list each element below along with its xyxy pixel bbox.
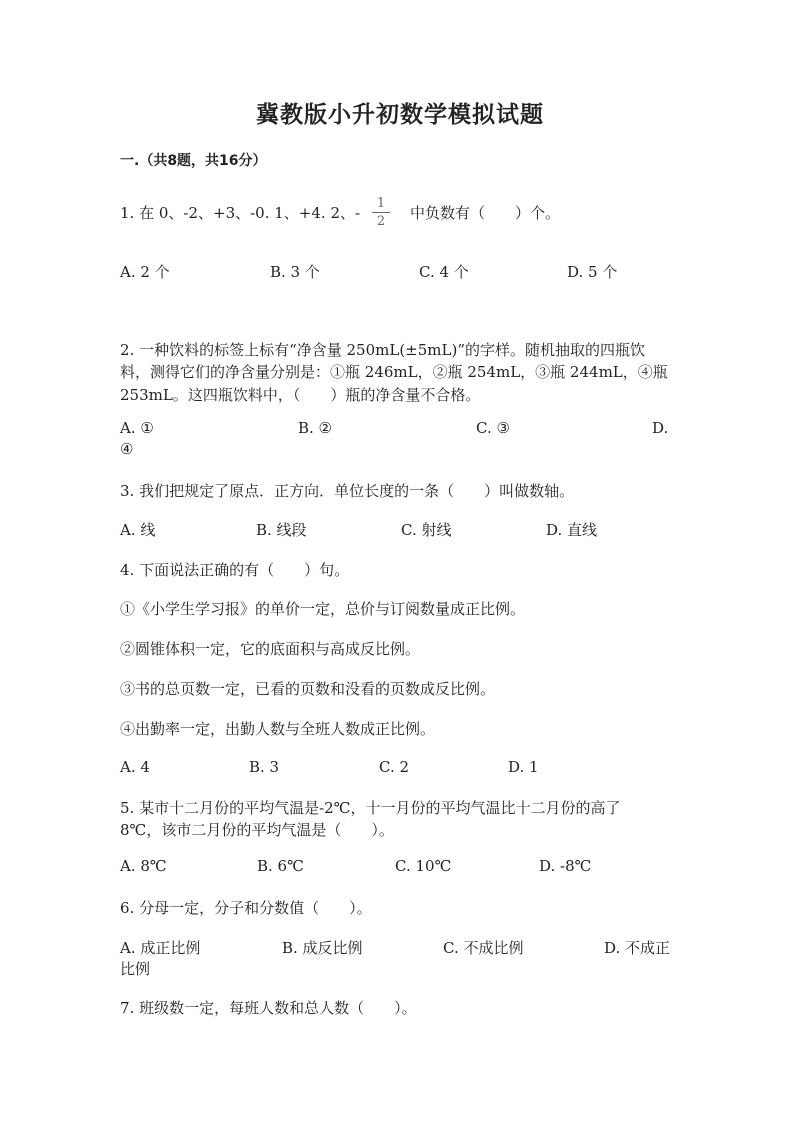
question-4-statement-4: ④出勤率一定，出勤人数与全班人数成正比例。 — [120, 720, 436, 738]
question-5-option-b[interactable]: B. 6℃ — [257, 857, 304, 875]
question-6-stem: 6. 分母一定，分子和分数值（ ）。 — [120, 899, 372, 917]
fraction-bar — [372, 212, 390, 213]
question-1-stem: 1. 在 0、-2、+3、-0. 1、+4. 2、- — [120, 204, 361, 222]
question-5-option-c[interactable]: C. 10℃ — [395, 857, 452, 875]
question-6-option-b[interactable]: B. 成反比例 — [282, 939, 363, 957]
question-1-option-a[interactable]: A. 2 个 — [120, 263, 170, 281]
question-5-option-d[interactable]: D. -8℃ — [539, 857, 592, 875]
question-5-stem-line-1: 5. 某市十二月份的平均气温是-2℃，十一月份的平均气温比十二月份的高了 — [120, 799, 621, 817]
question-2-option-d-wrap[interactable]: ④ — [120, 440, 134, 458]
question-1-stem-end: 中负数有（ ）个。 — [410, 204, 561, 222]
question-2-stem-line-3: 253mL。这四瓶饮料中，（ ）瓶的净含量不合格。 — [120, 386, 481, 404]
question-3-option-d[interactable]: D. 直线 — [546, 521, 598, 539]
section-header: 一.（共8题，共16分） — [120, 153, 267, 169]
question-6-option-c[interactable]: C. 不成比例 — [443, 939, 524, 957]
question-3-stem: 3. 我们把规定了原点．正方向．单位长度的一条（ ）叫做数轴。 — [120, 482, 575, 500]
fraction-numerator: 1 — [376, 196, 386, 211]
question-2-option-c[interactable]: C. ③ — [476, 419, 510, 437]
question-1-option-c[interactable]: C. 4 个 — [419, 263, 469, 281]
question-4-option-c[interactable]: C. 2 — [379, 758, 410, 776]
fraction-denominator: 2 — [376, 214, 386, 229]
question-1-option-b[interactable]: B. 3 个 — [270, 263, 320, 281]
question-4-statement-2: ②圆锥体积一定，它的底面积与高成反比例。 — [120, 640, 421, 658]
question-6-option-d-wrap[interactable]: 比例 — [120, 960, 151, 978]
question-7-stem: 7. 班级数一定，每班人数和总人数（ ）。 — [120, 999, 417, 1017]
question-4-option-b[interactable]: B. 3 — [249, 758, 280, 776]
question-6-option-a[interactable]: A. 成正比例 — [120, 939, 201, 957]
question-1-option-d[interactable]: D. 5 个 — [567, 263, 618, 281]
question-3-option-c[interactable]: C. 射线 — [401, 521, 452, 539]
question-4-statement-1: ①《小学生学习报》的单价一定，总价与订阅数量成正比例。 — [120, 600, 526, 618]
question-5-stem-line-2: 8℃，该市二月份的平均气温是（ ）。 — [120, 821, 394, 839]
fraction-one-half — [371, 197, 391, 228]
question-4-statement-3: ③书的总页数一定，已看的页数和没看的页数成反比例。 — [120, 680, 496, 698]
question-2-stem-line-2: 料，测得它们的净含量分别是：①瓶 246mL，②瓶 254mL，③瓶 244mL，④瓶 — [120, 363, 668, 381]
question-4-stem: 4. 下面说法正确的有（ ）句。 — [120, 561, 350, 579]
question-2-stem-line-1: 2. 一种饮料的标签上标有“净含量 250mL(±5mL)”的字样。随机抽取的四瓶饮 — [120, 341, 646, 359]
question-2-option-b[interactable]: B. ② — [298, 419, 333, 437]
question-4-option-a[interactable]: A. 4 — [120, 758, 150, 776]
page-title: 冀教版小升初数学模拟试题 — [256, 101, 544, 128]
question-5-option-a[interactable]: A. 8℃ — [120, 857, 167, 875]
question-3-option-b[interactable]: B. 线段 — [256, 521, 307, 539]
question-2-option-a[interactable]: A. ① — [120, 419, 154, 437]
question-4-option-d[interactable]: D. 1 — [508, 758, 539, 776]
question-3-option-a[interactable]: A. 线 — [120, 521, 156, 539]
question-2-option-d[interactable]: D. — [652, 419, 669, 437]
question-6-option-d[interactable]: D. 不成正 — [604, 939, 671, 957]
